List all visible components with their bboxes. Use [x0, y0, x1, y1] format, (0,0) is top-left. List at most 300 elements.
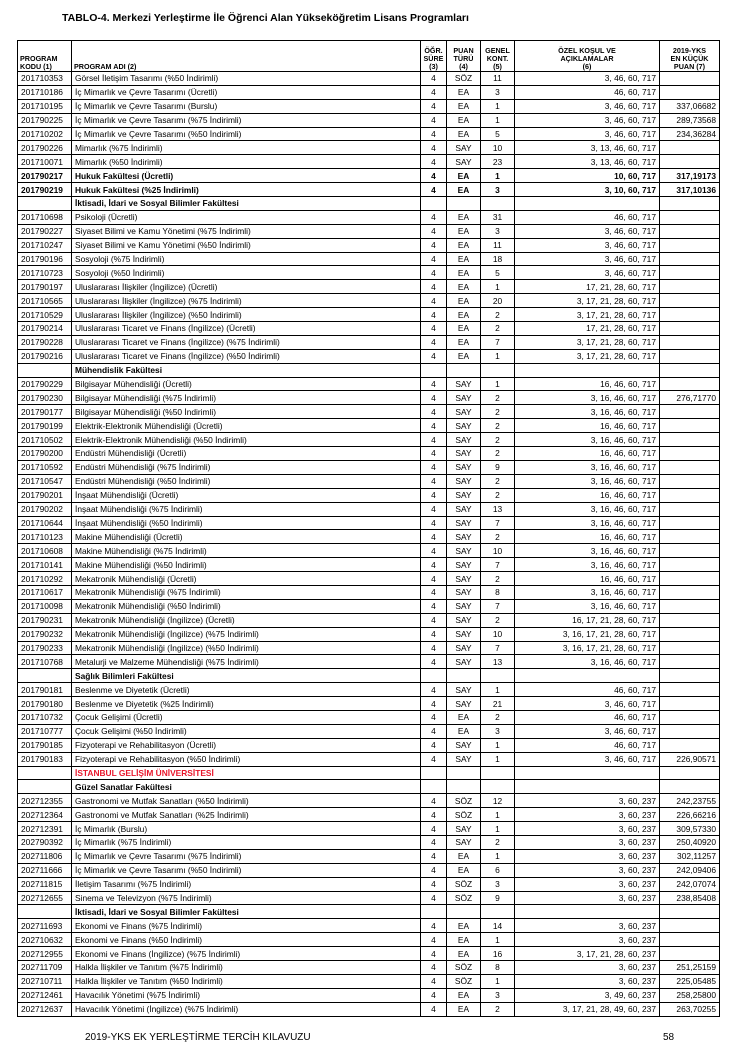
- program-name-cell: Mekatronik Mühendisliği (%75 İndirimli): [72, 585, 421, 599]
- min-score-cell: [660, 474, 720, 488]
- conditions-cell: 3, 46, 60, 717: [515, 752, 660, 766]
- table-row: [18, 599, 720, 613]
- program-code-cell: 201710723: [18, 266, 72, 280]
- empty-cell: [18, 905, 72, 919]
- program-code-cell: 201710292: [18, 572, 72, 586]
- min-score-cell: [660, 613, 720, 627]
- duration-cell: 4: [421, 308, 447, 322]
- quota-cell: 2: [481, 572, 515, 586]
- table-row: [18, 683, 720, 697]
- program-name-cell: Makine Mühendisliği (%75 İndirimli): [72, 544, 421, 558]
- header-score-type: [447, 41, 481, 72]
- conditions-cell: 3, 60, 237: [515, 933, 660, 947]
- table-row: [18, 933, 720, 947]
- header-min-score: [660, 41, 720, 72]
- empty-cell: [421, 780, 447, 794]
- table-row: [18, 335, 720, 349]
- min-score-cell: 337,06682: [660, 99, 720, 113]
- min-score-cell: [660, 266, 720, 280]
- program-code-cell: 201790197: [18, 280, 72, 294]
- conditions-cell: 10, 60, 717: [515, 169, 660, 183]
- score-type-cell: EA: [447, 224, 481, 238]
- min-score-cell: [660, 349, 720, 363]
- conditions-cell: 3, 17, 21, 28, 60, 717: [515, 335, 660, 349]
- program-code-cell: 201790200: [18, 447, 72, 461]
- program-name-cell: Mekatronik Mühendisliği (Ücretli): [72, 572, 421, 586]
- conditions-cell: 3, 16, 46, 60, 717: [515, 599, 660, 613]
- duration-cell: 4: [421, 641, 447, 655]
- empty-cell: [447, 905, 481, 919]
- program-code-cell: 201710698: [18, 210, 72, 224]
- program-name-cell: Halkla İlişkiler ve Tanıtım (%75 İndirimli): [72, 961, 421, 975]
- program-name-cell: Havacılık Yönetimi (%75 İndirimli): [72, 988, 421, 1002]
- conditions-cell: 3, 46, 60, 717: [515, 238, 660, 252]
- quota-cell: 12: [481, 794, 515, 808]
- quota-cell: 8: [481, 961, 515, 975]
- min-score-cell: [660, 210, 720, 224]
- program-code-cell: 201790185: [18, 738, 72, 752]
- program-code-cell: 201710617: [18, 585, 72, 599]
- score-type-cell: SAY: [447, 835, 481, 849]
- conditions-cell: 3, 60, 237: [515, 974, 660, 988]
- program-code-cell: 201790230: [18, 391, 72, 405]
- empty-cell: [515, 780, 660, 794]
- quota-cell: 1: [481, 974, 515, 988]
- quota-cell: 7: [481, 558, 515, 572]
- score-type-cell: SAY: [447, 572, 481, 586]
- quota-cell: 2: [481, 710, 515, 724]
- duration-cell: 4: [421, 947, 447, 961]
- program-name-cell: Elektrik-Elektronik Mühendisliği (Ücretli): [72, 419, 421, 433]
- empty-cell: [481, 766, 515, 780]
- conditions-cell: 3, 60, 237: [515, 822, 660, 836]
- empty-cell: [447, 363, 481, 377]
- score-type-cell: SÖZ: [447, 808, 481, 822]
- table-row: [18, 280, 720, 294]
- program-code-cell: 201790217: [18, 169, 72, 183]
- score-type-cell: SAY: [447, 627, 481, 641]
- score-type-cell: EA: [447, 266, 481, 280]
- min-score-cell: [660, 558, 720, 572]
- min-score-cell: [660, 683, 720, 697]
- quota-cell: 1: [481, 113, 515, 127]
- duration-cell: 4: [421, 266, 447, 280]
- duration-cell: 4: [421, 585, 447, 599]
- quota-cell: 7: [481, 641, 515, 655]
- duration-cell: 4: [421, 322, 447, 336]
- table-row: [18, 308, 720, 322]
- program-code-cell: 201710353: [18, 72, 72, 86]
- empty-cell: [515, 363, 660, 377]
- quota-cell: 1: [481, 280, 515, 294]
- score-type-cell: EA: [447, 349, 481, 363]
- table-row: [18, 655, 720, 669]
- min-score-cell: 258,25800: [660, 988, 720, 1002]
- program-name-cell: Psikoloji (Ücretli): [72, 210, 421, 224]
- faculty-row: [18, 197, 720, 211]
- score-type-cell: SAY: [447, 544, 481, 558]
- empty-cell: [421, 363, 447, 377]
- table-row: [18, 252, 720, 266]
- min-score-cell: [660, 460, 720, 474]
- table-row: [18, 516, 720, 530]
- duration-cell: 4: [421, 919, 447, 933]
- min-score-cell: 242,09406: [660, 863, 720, 877]
- conditions-cell: 46, 60, 717: [515, 710, 660, 724]
- min-score-cell: [660, 405, 720, 419]
- quota-cell: 16: [481, 947, 515, 961]
- min-score-cell: [660, 655, 720, 669]
- program-code-cell: 201790227: [18, 224, 72, 238]
- program-code-cell: 201790229: [18, 377, 72, 391]
- conditions-cell: 3, 10, 60, 717: [515, 183, 660, 197]
- program-code-cell: 201710247: [18, 238, 72, 252]
- faculty-row: [18, 905, 720, 919]
- min-score-cell: [660, 530, 720, 544]
- table-row: [18, 210, 720, 224]
- min-score-cell: 226,90571: [660, 752, 720, 766]
- header-sure-line1: ÖĞR.: [424, 46, 443, 55]
- program-code-cell: 201790232: [18, 627, 72, 641]
- duration-cell: 4: [421, 974, 447, 988]
- quota-cell: 3: [481, 224, 515, 238]
- program-name-cell: Elektrik-Elektronik Mühendisliği (%50 İndirimli): [72, 433, 421, 447]
- empty-cell: [515, 766, 660, 780]
- empty-cell: [447, 197, 481, 211]
- table-row: [18, 724, 720, 738]
- score-type-cell: EA: [447, 308, 481, 322]
- table-row: [18, 863, 720, 877]
- table-row: [18, 266, 720, 280]
- duration-cell: 4: [421, 460, 447, 474]
- header-code-line2: KODU (1): [20, 62, 52, 71]
- program-name-cell: Endüstri Mühendisliği (Ücretli): [72, 447, 421, 461]
- min-score-cell: [660, 919, 720, 933]
- table-row: [18, 433, 720, 447]
- duration-cell: 4: [421, 655, 447, 669]
- score-type-cell: EA: [447, 280, 481, 294]
- conditions-cell: 16, 46, 60, 717: [515, 572, 660, 586]
- quota-cell: 1: [481, 808, 515, 822]
- table-row: [18, 585, 720, 599]
- empty-cell: [660, 766, 720, 780]
- quota-cell: 21: [481, 697, 515, 711]
- table-row: [18, 961, 720, 975]
- table-row: [18, 155, 720, 169]
- empty-cell: [515, 669, 660, 683]
- table-row: [18, 377, 720, 391]
- duration-cell: 4: [421, 988, 447, 1002]
- score-type-cell: EA: [447, 1002, 481, 1016]
- faculty-name: İktisadi, İdari ve Sosyal Bilimler Fakültesi: [72, 197, 421, 211]
- program-code-cell: 201710644: [18, 516, 72, 530]
- program-name-cell: Fizyoterapi ve Rehabilitasyon (%50 İndirimli): [72, 752, 421, 766]
- score-type-cell: SÖZ: [447, 794, 481, 808]
- faculty-name: Mühendislik Fakültesi: [72, 363, 421, 377]
- program-code-cell: 201710186: [18, 85, 72, 99]
- program-name-cell: Siyaset Bilimi ve Kamu Yönetimi (%50 İndirimli): [72, 238, 421, 252]
- min-score-cell: [660, 72, 720, 86]
- min-score-cell: [660, 585, 720, 599]
- score-type-cell: SAY: [447, 447, 481, 461]
- empty-cell: [481, 905, 515, 919]
- program-code-cell: 201790201: [18, 488, 72, 502]
- table-row: [18, 72, 720, 86]
- duration-cell: 4: [421, 738, 447, 752]
- quota-cell: 2: [481, 474, 515, 488]
- program-name-cell: Mimarlık (%50 İndirimli): [72, 155, 421, 169]
- score-type-cell: EA: [447, 238, 481, 252]
- program-name-cell: Sinema ve Televizyon (%75 İndirimli): [72, 891, 421, 905]
- conditions-cell: 3, 16, 46, 60, 717: [515, 460, 660, 474]
- duration-cell: 4: [421, 474, 447, 488]
- duration-cell: 4: [421, 710, 447, 724]
- program-name-cell: İç Mimarlık (%75 İndirimli): [72, 835, 421, 849]
- duration-cell: 4: [421, 72, 447, 86]
- header-sure-line3: (3): [429, 62, 438, 71]
- program-code-cell: 201710565: [18, 294, 72, 308]
- conditions-cell: 16, 46, 60, 717: [515, 377, 660, 391]
- table-row: [18, 947, 720, 961]
- min-score-cell: [660, 419, 720, 433]
- duration-cell: 4: [421, 127, 447, 141]
- header-type-line1: PUAN: [453, 46, 474, 55]
- empty-cell: [18, 669, 72, 683]
- quota-cell: 1: [481, 738, 515, 752]
- conditions-cell: 3, 17, 21, 28, 60, 717: [515, 308, 660, 322]
- program-code-cell: 202710711: [18, 974, 72, 988]
- program-code-cell: 202712655: [18, 891, 72, 905]
- score-type-cell: SAY: [447, 141, 481, 155]
- header-kont-line3: (5): [493, 62, 502, 71]
- empty-cell: [660, 780, 720, 794]
- program-code-cell: 201710195: [18, 99, 72, 113]
- table-row: [18, 294, 720, 308]
- duration-cell: 4: [421, 280, 447, 294]
- min-score-cell: [660, 308, 720, 322]
- program-name-cell: İnşaat Mühendisliği (Ücretli): [72, 488, 421, 502]
- min-score-cell: 234,36284: [660, 127, 720, 141]
- duration-cell: 4: [421, 794, 447, 808]
- empty-cell: [447, 669, 481, 683]
- empty-cell: [18, 363, 72, 377]
- program-name-cell: Fizyoterapi ve Rehabilitasyon (Ücretli): [72, 738, 421, 752]
- program-name-cell: Beslenme ve Diyetetik (Ücretli): [72, 683, 421, 697]
- program-code-cell: 201790216: [18, 349, 72, 363]
- table-row: [18, 238, 720, 252]
- table-row: [18, 849, 720, 863]
- table-row: [18, 822, 720, 836]
- program-name-cell: Uluslararası Ticaret ve Finans (İngilizce) (%50 İndirimli): [72, 349, 421, 363]
- duration-cell: 4: [421, 558, 447, 572]
- duration-cell: 4: [421, 85, 447, 99]
- table-row: [18, 627, 720, 641]
- header-name-line1: PROGRAM ADI (2): [74, 62, 137, 71]
- empty-cell: [660, 363, 720, 377]
- score-type-cell: SAY: [447, 599, 481, 613]
- conditions-cell: 3, 60, 237: [515, 863, 660, 877]
- score-type-cell: SAY: [447, 460, 481, 474]
- min-score-cell: [660, 641, 720, 655]
- program-code-cell: 201710732: [18, 710, 72, 724]
- min-score-cell: 309,57330: [660, 822, 720, 836]
- program-name-cell: İç Mimarlık ve Çevre Tasarımı (%50 İndirimli): [72, 127, 421, 141]
- quota-cell: 13: [481, 502, 515, 516]
- program-code-cell: 201710123: [18, 530, 72, 544]
- duration-cell: 4: [421, 863, 447, 877]
- score-type-cell: SAY: [447, 502, 481, 516]
- quota-cell: 2: [481, 447, 515, 461]
- program-code-cell: 201710141: [18, 558, 72, 572]
- conditions-cell: 3, 17, 21, 28, 60, 237: [515, 947, 660, 961]
- program-name-cell: Beslenme ve Diyetetik (%25 İndirimli): [72, 697, 421, 711]
- min-score-cell: [660, 322, 720, 336]
- duration-cell: 4: [421, 961, 447, 975]
- quota-cell: 2: [481, 488, 515, 502]
- score-type-cell: EA: [447, 127, 481, 141]
- table-row: [18, 224, 720, 238]
- score-type-cell: SAY: [447, 613, 481, 627]
- page-title: TABLO-4. Merkezi Yerleştirme İle Öğrenci Alan Yükseköğretim Lisans Programları: [62, 12, 469, 24]
- score-type-cell: SAY: [447, 530, 481, 544]
- program-code-cell: 201790219: [18, 183, 72, 197]
- score-type-cell: SAY: [447, 155, 481, 169]
- header-kont-line2: KONT.: [486, 54, 509, 63]
- min-score-cell: [660, 544, 720, 558]
- empty-cell: [515, 905, 660, 919]
- quota-cell: 31: [481, 210, 515, 224]
- program-name-cell: Görsel İletişim Tasarımı (%50 İndirimli): [72, 72, 421, 86]
- score-type-cell: EA: [447, 335, 481, 349]
- program-code-cell: 202711815: [18, 877, 72, 891]
- conditions-cell: 16, 46, 60, 717: [515, 447, 660, 461]
- score-type-cell: EA: [447, 322, 481, 336]
- header-program-code: [18, 41, 72, 72]
- conditions-cell: 3, 16, 46, 60, 717: [515, 655, 660, 669]
- score-type-cell: EA: [447, 99, 481, 113]
- conditions-cell: 46, 60, 717: [515, 85, 660, 99]
- quota-cell: 3: [481, 877, 515, 891]
- duration-cell: 4: [421, 933, 447, 947]
- program-name-cell: Mekatronik Mühendisliği (%50 İndirimli): [72, 599, 421, 613]
- score-type-cell: SÖZ: [447, 961, 481, 975]
- duration-cell: 4: [421, 544, 447, 558]
- score-type-cell: EA: [447, 85, 481, 99]
- quota-cell: 2: [481, 405, 515, 419]
- program-name-cell: Siyaset Bilimi ve Kamu Yönetimi (%75 İndirimli): [72, 224, 421, 238]
- duration-cell: 4: [421, 155, 447, 169]
- table-row: [18, 919, 720, 933]
- quota-cell: 7: [481, 599, 515, 613]
- quota-cell: 1: [481, 933, 515, 947]
- program-name-cell: Mekatronik Mühendisliği (İngilizce) (%75 İndirimli): [72, 627, 421, 641]
- program-code-cell: 201790180: [18, 697, 72, 711]
- min-score-cell: [660, 155, 720, 169]
- program-name-cell: Ekonomi ve Finans (İngilizce) (%75 İndirimli): [72, 947, 421, 961]
- table-row: [18, 322, 720, 336]
- program-code-cell: 201710768: [18, 655, 72, 669]
- table-row: [18, 85, 720, 99]
- table-row: [18, 349, 720, 363]
- score-type-cell: SAY: [447, 419, 481, 433]
- program-name-cell: Çocuk Gelişimi (Ücretli): [72, 710, 421, 724]
- min-score-cell: [660, 599, 720, 613]
- table-row: [18, 474, 720, 488]
- header-min-line3: PUAN (7): [673, 62, 706, 71]
- program-code-cell: 201790226: [18, 141, 72, 155]
- score-type-cell: SAY: [447, 433, 481, 447]
- header-quota: [481, 41, 515, 72]
- conditions-cell: 3, 46, 60, 717: [515, 72, 660, 86]
- empty-cell: [481, 363, 515, 377]
- program-name-cell: Uluslararası Ticaret ve Finans (İngilizce) (Ücretli): [72, 322, 421, 336]
- quota-cell: 3: [481, 988, 515, 1002]
- header-kosul-line1: ÖZEL KOŞUL VE: [558, 46, 616, 55]
- program-code-cell: 201710071: [18, 155, 72, 169]
- program-name-cell: Uluslararası İlişkiler (İngilizce) (Ücretli): [72, 280, 421, 294]
- score-type-cell: EA: [447, 933, 481, 947]
- header-kosul-line3: (6): [582, 62, 592, 71]
- table-row: [18, 613, 720, 627]
- duration-cell: 4: [421, 210, 447, 224]
- conditions-cell: 16, 46, 60, 717: [515, 530, 660, 544]
- header-type-line3: (4): [459, 62, 468, 71]
- conditions-cell: 16, 46, 60, 717: [515, 488, 660, 502]
- quota-cell: 10: [481, 627, 515, 641]
- duration-cell: 4: [421, 683, 447, 697]
- duration-cell: 4: [421, 613, 447, 627]
- duration-cell: 4: [421, 169, 447, 183]
- conditions-cell: 3, 60, 237: [515, 961, 660, 975]
- conditions-cell: 3, 16, 46, 60, 717: [515, 391, 660, 405]
- program-code-cell: 201710529: [18, 308, 72, 322]
- program-name-cell: Bilgisayar Mühendisliği (%50 İndirimli): [72, 405, 421, 419]
- min-score-cell: 225,05485: [660, 974, 720, 988]
- program-code-cell: 201710202: [18, 127, 72, 141]
- conditions-cell: 3, 46, 60, 717: [515, 697, 660, 711]
- quota-cell: 2: [481, 613, 515, 627]
- quota-cell: 13: [481, 655, 515, 669]
- score-type-cell: SAY: [447, 474, 481, 488]
- duration-cell: 4: [421, 627, 447, 641]
- program-code-cell: 201790214: [18, 322, 72, 336]
- program-code-cell: 201790181: [18, 683, 72, 697]
- program-code-cell: 201790228: [18, 335, 72, 349]
- conditions-cell: 3, 60, 237: [515, 794, 660, 808]
- program-name-cell: Hukuk Fakültesi (Ücretli): [72, 169, 421, 183]
- program-name-cell: Uluslararası İlişkiler (İngilizce) (%50 İndirimli): [72, 308, 421, 322]
- duration-cell: 4: [421, 141, 447, 155]
- program-name-cell: Uluslararası Ticaret ve Finans (İngilizce) (%75 İndirimli): [72, 335, 421, 349]
- program-name-cell: Gastronomi ve Mutfak Sanatları (%25 İndirimli): [72, 808, 421, 822]
- table-row: [18, 738, 720, 752]
- quota-cell: 2: [481, 1002, 515, 1016]
- min-score-cell: [660, 280, 720, 294]
- min-score-cell: [660, 502, 720, 516]
- min-score-cell: [660, 697, 720, 711]
- score-type-cell: SAY: [447, 738, 481, 752]
- empty-cell: [660, 669, 720, 683]
- header-min-line2: EN KÜÇÜK: [670, 54, 709, 63]
- quota-cell: 1: [481, 377, 515, 391]
- duration-cell: 4: [421, 822, 447, 836]
- table-row: [18, 835, 720, 849]
- program-name-cell: Ekonomi ve Finans (%50 İndirimli): [72, 933, 421, 947]
- min-score-cell: 238,85408: [660, 891, 720, 905]
- duration-cell: 4: [421, 224, 447, 238]
- program-code-cell: 201790233: [18, 641, 72, 655]
- empty-cell: [421, 905, 447, 919]
